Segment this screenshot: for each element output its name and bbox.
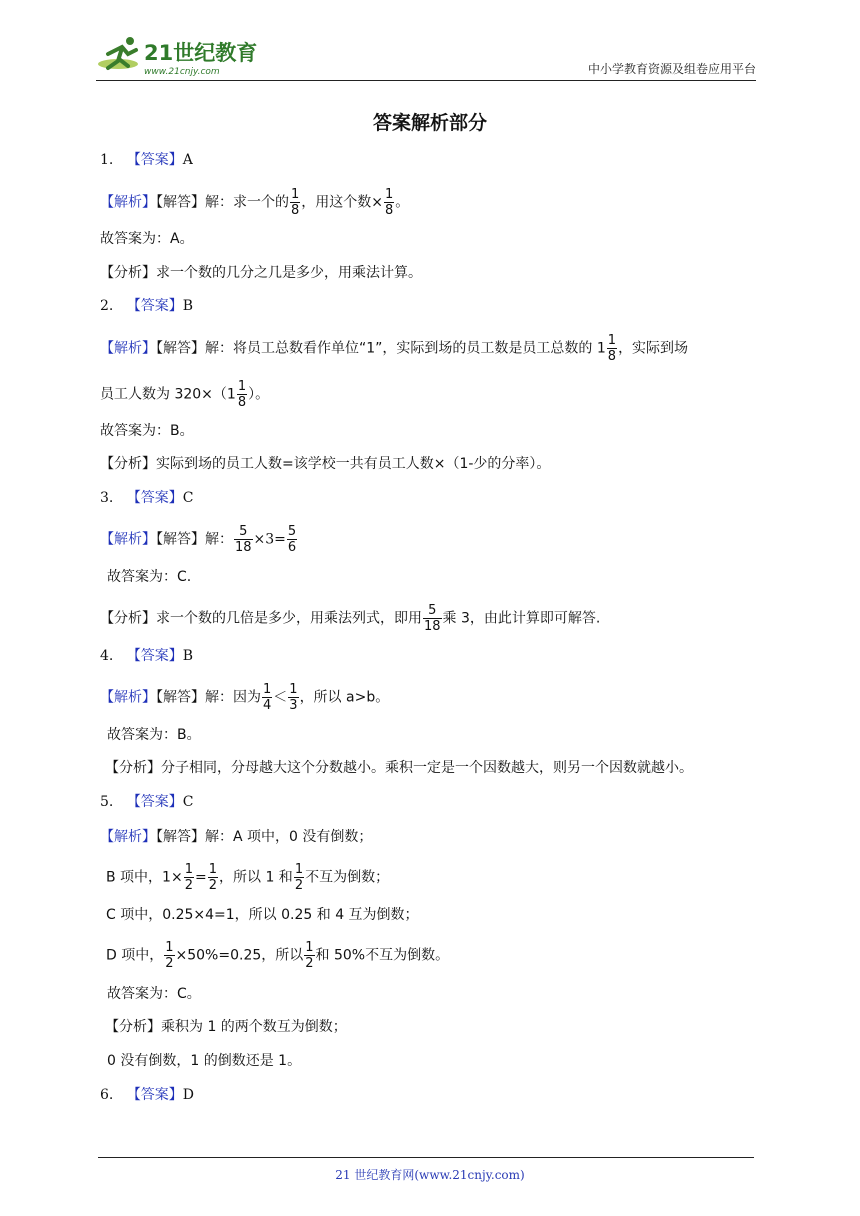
fraction: $\frac{1}{8}$	[385, 187, 394, 218]
q4-analysis: 【分析】分子相同，分母越大这个分数越小。乘积一定是一个因数越大，则另一个因数就越小。	[105, 760, 693, 776]
q4-jiexi-line: 【解析】【解答】解：因为 $\frac{1}{4}$ ＜ $\frac{1}{3}$ ，所以 a>b。	[100, 682, 390, 713]
fraction: $\frac{1}{2}$	[208, 862, 217, 893]
q5-conclusion: 故答案为：C。	[107, 986, 201, 1002]
q4-answer-line: 4. 【答案】B	[100, 648, 194, 664]
q5-jiexi-line: 【解析】【解答】解：A 项中，0 没有倒数；	[100, 829, 373, 845]
fraction: $\frac{1}{2}$	[184, 862, 193, 893]
fraction: $\frac{1}{4}$	[263, 682, 272, 713]
fraction: $\frac{1}{8}$	[607, 333, 617, 364]
q3-answer-line: 3. 【答案】C	[100, 490, 194, 506]
q5-answer-line: 5. 【答案】C	[100, 794, 194, 810]
q5-line-d: D 项中， $\frac{1}{2}$ ×50%=0.25，所以 $\frac{1}{2}$ 和 50%不互为倒数。	[106, 940, 450, 971]
fraction: $\frac{5}{18}$	[424, 603, 441, 634]
q6-answer-line: 6. 【答案】D	[100, 1087, 194, 1103]
q5-analysis-2: 0 没有倒数，1 的倒数还是 1。	[107, 1053, 302, 1069]
fraction: $\frac{1}{3}$	[289, 682, 298, 713]
page-title: 答案解析部分	[372, 112, 487, 134]
q4-conclusion: 故答案为：B。	[107, 727, 201, 743]
q5-line-c: C 项中，0.25×4=1，所以 0.25 和 4 互为倒数；	[106, 907, 419, 923]
fraction: $\frac{1}{2}$	[294, 862, 304, 893]
q3-analysis: 【分析】求一个数的几倍是多少，用乘法列式，即用 $\frac{5}{18}$ 乘 3，由此计算即可解答.	[100, 603, 601, 634]
q2-conclusion: 故答案为：B。	[100, 423, 194, 439]
q3-conclusion: 故答案为：C.	[107, 569, 192, 585]
q5-line-b: B 项中，1× $\frac{1}{2}$ = $\frac{1}{2}$ ，所以 1 和 $\frac{1}{2}$ 不互为倒数；	[106, 862, 390, 893]
fraction: $\frac{1}{2}$	[305, 940, 314, 971]
header-platform-text: 中小学教育资源及组卷应用平台	[587, 62, 756, 76]
fraction: $\frac{5}{18}$	[235, 524, 252, 555]
svg-text:21世纪教育: 21世纪教育	[144, 41, 258, 65]
q1-answer-line: 1. 【答案】A	[100, 152, 193, 168]
q2-analysis: 【分析】实际到场的员工人数=该学校一共有员工人数×（1-少的分率）。	[100, 456, 551, 472]
q3-jiexi-line: 【解析】【解答】解： $\frac{5}{18}$ ×3= $\frac{5}{6}$	[100, 524, 297, 555]
q5-analysis: 【分析】乘积为 1 的两个数互为倒数；	[105, 1019, 347, 1035]
fraction: $\frac{1}{2}$	[165, 940, 174, 971]
page-header	[96, 34, 756, 81]
q2-jiexi-line: 【解析】【解答】解：将员工总数看作单位“1”，实际到场的员工数是员工总数的 1 $\frac{1}{8}$ ，实际到场	[100, 333, 689, 364]
fraction: $\frac{1}{8}$	[237, 379, 247, 410]
logo-21cnjy	[96, 34, 266, 78]
q2-jiexi-line-2: 员工人数为 320×（1 $\frac{1}{8}$ ）。	[100, 379, 270, 410]
q1-jiexi-line: 【解析】【解答】解：求一个的 $\frac{1}{8}$ ，用这个数× $\frac{1}{8}$ 。	[100, 187, 410, 218]
footer-divider	[98, 1157, 754, 1158]
q2-answer-line: 2. 【答案】B	[100, 298, 194, 314]
q1-conclusion: 故答案为：A。	[100, 231, 194, 247]
svg-text:www.21cnjy.com: www.21cnjy.com	[144, 67, 220, 77]
fraction: $\frac{1}{8}$	[291, 187, 300, 218]
footer-site: 21 世纪教育网(www.21cnjy.com)	[335, 1168, 525, 1182]
q1-analysis: 【分析】求一个数的几分之几是多少，用乘法计算。	[100, 265, 422, 281]
fraction: $\frac{5}{6}$	[287, 524, 297, 555]
